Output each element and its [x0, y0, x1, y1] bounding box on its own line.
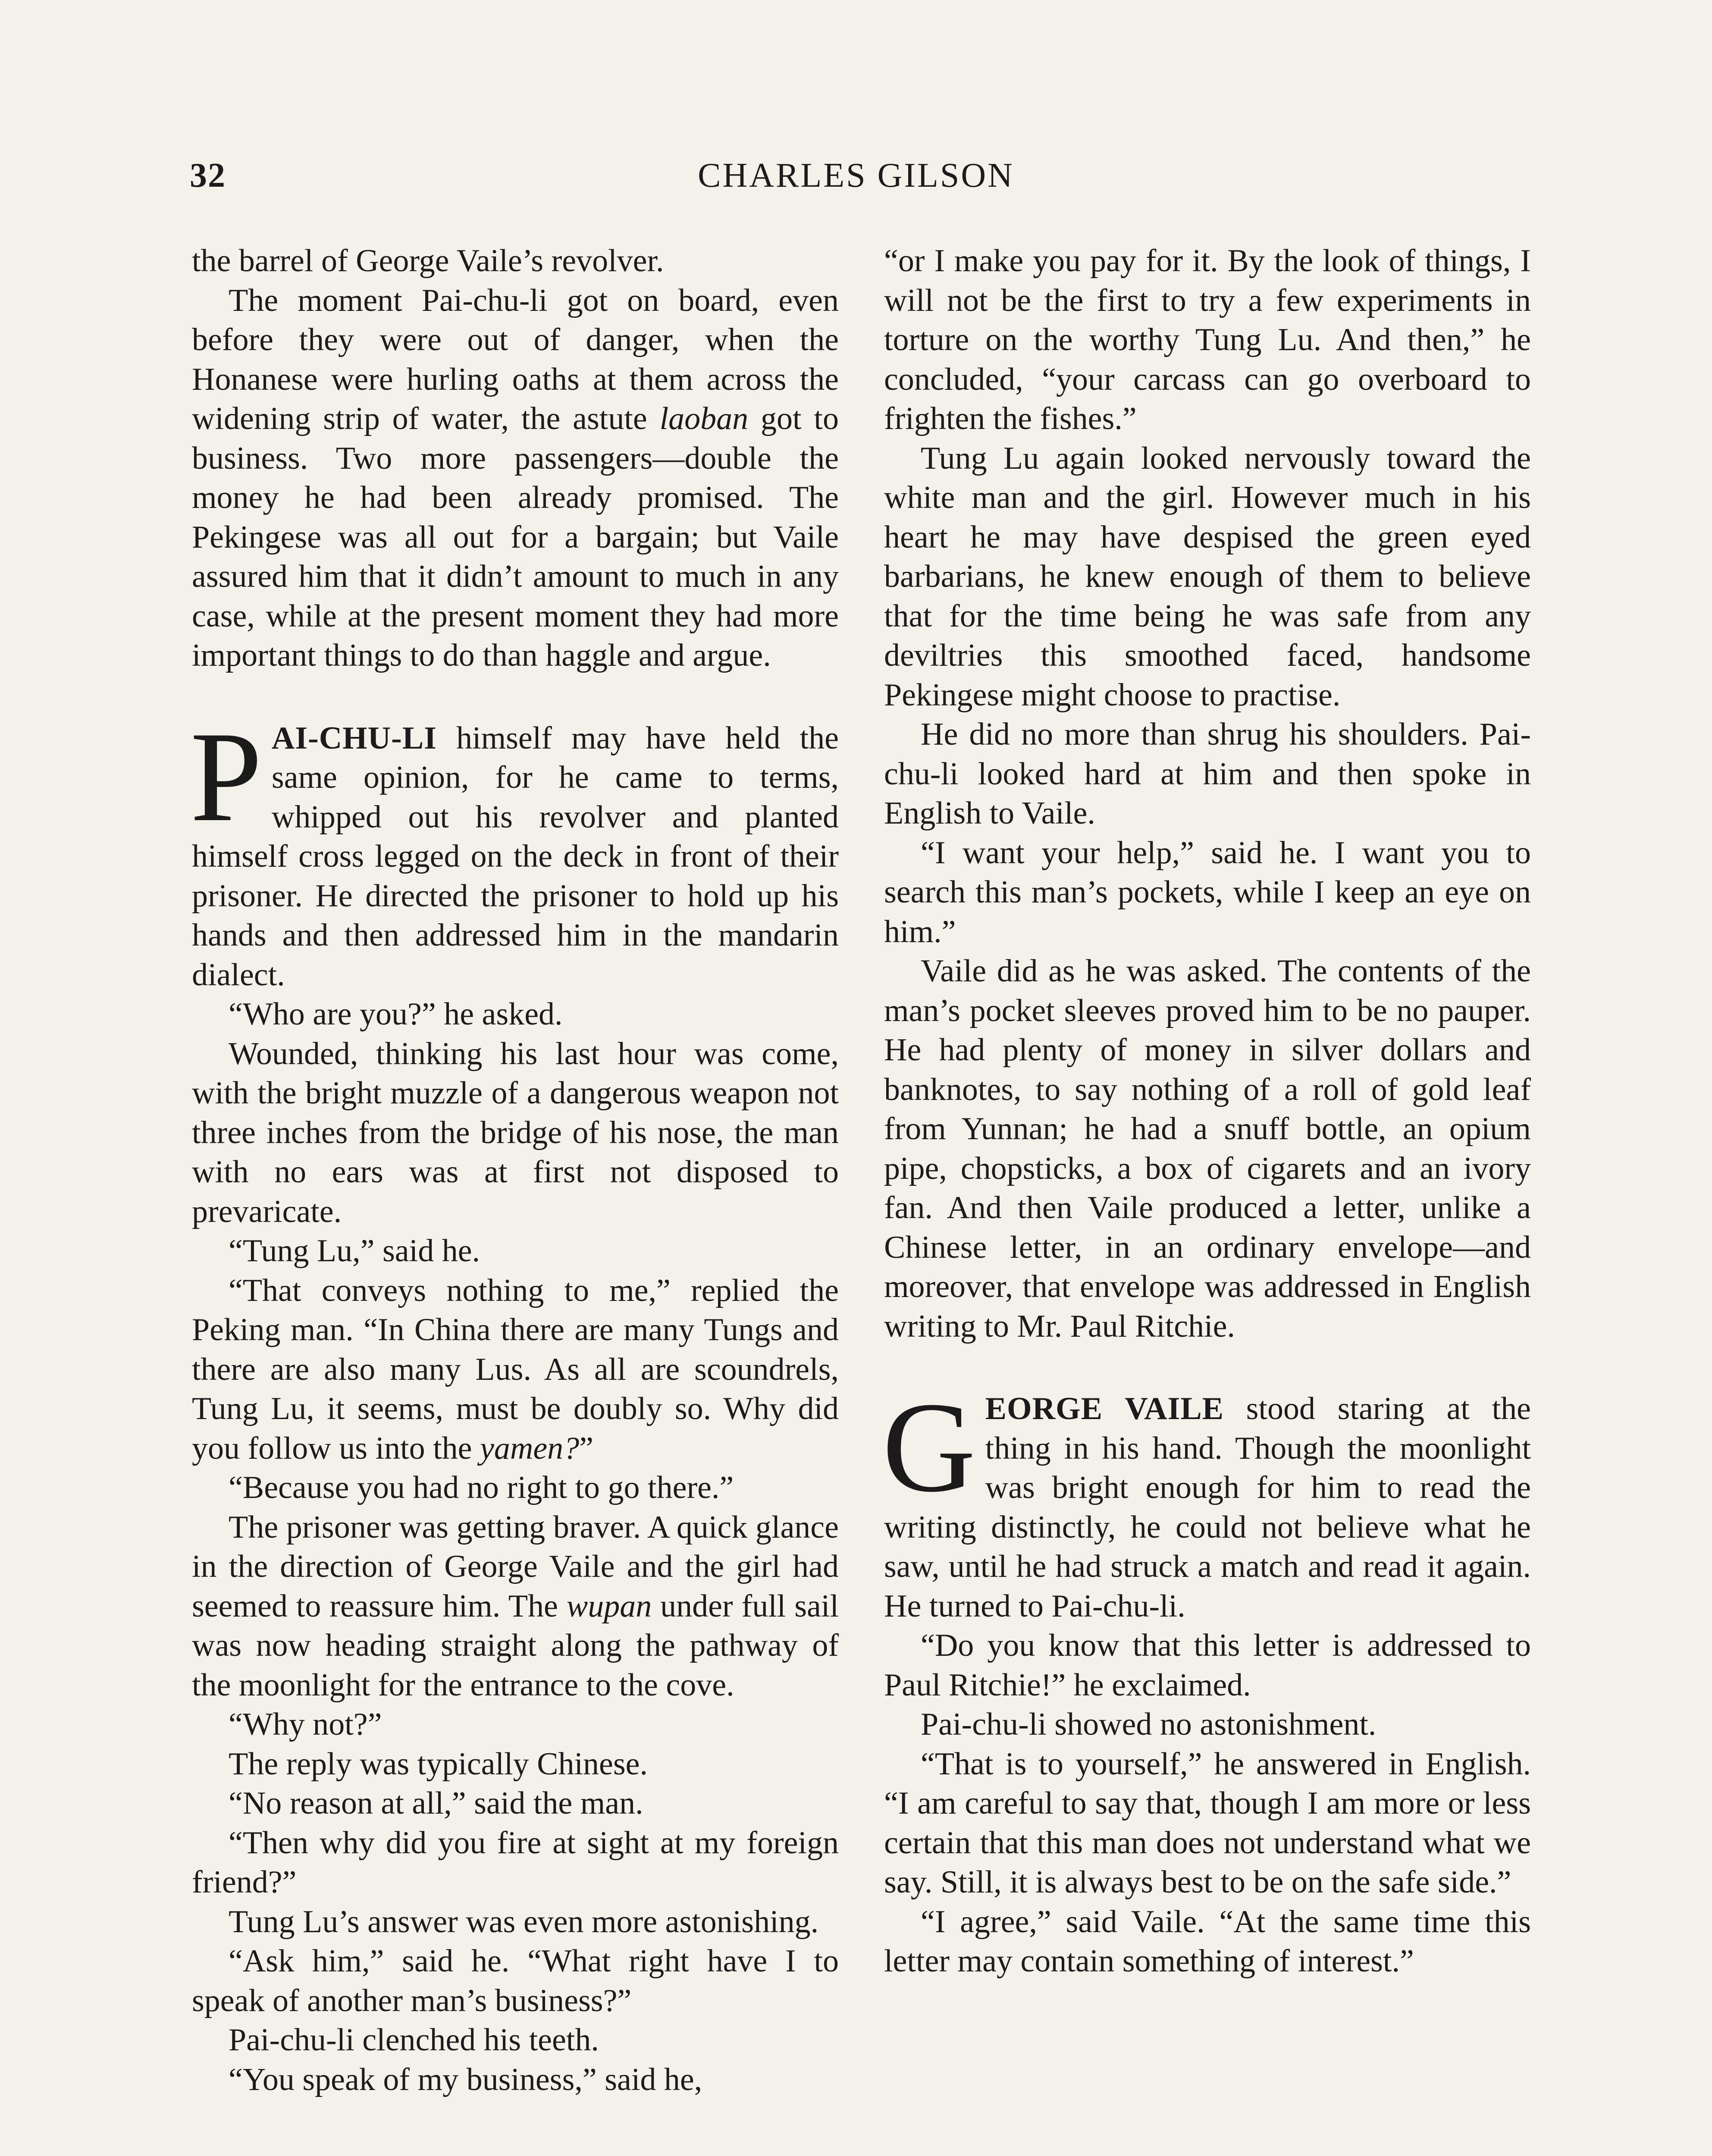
- paragraph: “Tung Lu,” said he.: [229, 1233, 480, 1269]
- section-opening: [190, 705, 839, 995]
- right-column: [884, 241, 1531, 1981]
- paragraph: Pai-chu-li clenched his teeth.: [229, 2022, 599, 2058]
- lead-caps: EORGE VAILE: [985, 1391, 1224, 1426]
- paragraph: “I agree,” said Vaile. “At the same time this letter may contain something of interest.”: [884, 1904, 1531, 1979]
- lead-caps: AI-CHU-LI: [271, 720, 437, 756]
- drop-cap: G: [882, 1376, 976, 1519]
- paragraph: “Ask him,” said he. “What right have I to speak of another man’s business?”: [192, 1943, 839, 2018]
- paragraph: “Who are you?” he asked.: [229, 997, 563, 1032]
- paragraph: “No reason at all,” said the man.: [229, 1786, 643, 1821]
- italic-word: wupan: [566, 1588, 652, 1624]
- section-opening: [882, 1376, 1531, 1626]
- paragraph: Vaile did as he was asked. The contents of the man’s pocket sleeves proved him to be no pauper. He had plenty of money in silver dollars and banknotes, to say nothing of a roll of gold leaf from Yunnan; he had a snuff bottle, an opium pipe, chopsticks, a box of cigarets and an ivory fan. And then Vaile produced a letter, unlike a Chinese letter, in an ordinary envelope—and moreover, that envelope was addressed in English writing to Mr. Paul Ritchie.: [884, 953, 1531, 1344]
- text-run: got to business. Two more passengers—double the money he had been already promised. The Pekingese was all out for a bargain; but Vaile assured him that it didn’t amount to much in any case, while at the present moment they had more important things to do than haggle and argue.: [192, 401, 839, 673]
- paragraph: Wounded, thinking his last hour was come, with the bright muzzle of a dangerous weapon not three inches from the bridge of his nose, the man with no ears was at first not disposed to prevaricate.: [192, 1036, 839, 1229]
- text-run: himself may have held the same opinion, for he came to terms, whipped out his revolver and planted himself cross legged on the deck in front of their prisoner. He directed the prisoner to hold up his hands and then addressed him in the mandarin dialect.: [192, 720, 839, 993]
- paragraph: “I want your help,” said he. I want you to search this man’s pockets, while I keep an eye on him.”: [884, 835, 1531, 950]
- page-number: 32: [190, 157, 226, 194]
- text-run: ”: [579, 1430, 594, 1466]
- paragraph: [192, 281, 839, 676]
- running-head: CHARLES GILSON: [698, 157, 1014, 194]
- paragraph: Pai-chu-li showed no astonishment.: [921, 1707, 1376, 1742]
- paragraph: “Because you had no right to go there.”: [229, 1470, 734, 1505]
- paragraph: [192, 1271, 839, 1469]
- paragraph: Tung Lu’s answer was even more astonishing.: [229, 1904, 819, 1940]
- text-run: stood staring at the thing in his hand. Though the moonlight was bright enough for him to read the writing distinctly, he could not believe what he saw, until he had struck a match and read it again. He turned to Pai-chu-li.: [884, 1391, 1531, 1624]
- text-run: “That conveys nothing to me,” replied the Peking man. “In China there are many Tungs and there are also many Lus. As all are scoundrels, Tung Lu, it seems, must be doubly so. Why did you follow us into the: [192, 1272, 839, 1466]
- paragraph: the barrel of George Vaile’s revolver.: [192, 243, 664, 279]
- text-run: under full sail was now heading straight along the pathway of the moonlight for the entrance to the cove.: [192, 1588, 839, 1703]
- paragraph: “Do you know that this letter is addressed to Paul Ritchie!” he exclaimed.: [884, 1628, 1531, 1703]
- left-column: [192, 241, 839, 2100]
- paragraph: [192, 1508, 839, 1705]
- paragraph: Tung Lu again looked nervously toward the white man and the girl. However much in his heart he may have despised the green eyed barbarians, he knew enough of them to believe that for the time being he was safe from any deviltries this smoothed faced, handsome Pekingese might choose to practise.: [884, 440, 1531, 713]
- text-run: The prisoner was getting braver. A quick glance in the direction of George Vaile and the girl had seemed to reassure him. The: [192, 1509, 839, 1624]
- text-run: The moment Pai-chu-li got on board, even before they were out of danger, when the Honanese were hurling oaths at them across the widening strip of water, the astute: [192, 282, 839, 436]
- paragraph: “or I make you pay for it. By the look of things, I will not be the first to try a few experiments in torture on the worthy Tung Lu. And then,” he concluded, “your carcass can go overboard to frighten the fishes.”: [884, 243, 1531, 436]
- italic-word: laoban: [659, 401, 749, 436]
- paragraph: The reply was typically Chinese.: [229, 1746, 648, 1782]
- paragraph: “That is to yourself,” he answered in English. “I am careful to say that, though I am more or less certain that this man does not understand what we say. Still, it is always best to be on the safe side.”: [884, 1746, 1531, 1900]
- italic-word: yamen?: [480, 1430, 580, 1466]
- paragraph: “You speak of my business,” said he,: [229, 2062, 702, 2097]
- paragraph: He did no more than shrug his shoulders. Pai-chu-li looked hard at him and then spoke in English to Vaile.: [884, 717, 1531, 831]
- paragraph: “Why not?”: [229, 1707, 382, 1742]
- drop-cap: P: [190, 705, 262, 848]
- paragraph: “Then why did you fire at sight at my foreign friend?”: [192, 1825, 839, 1900]
